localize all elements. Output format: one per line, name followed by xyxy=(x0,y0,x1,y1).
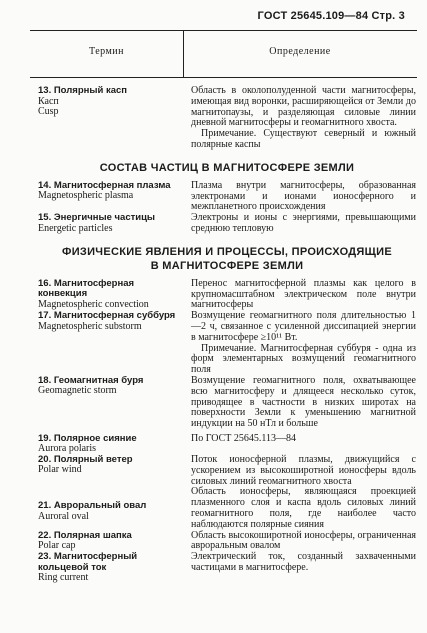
entry-22 xyxy=(38,531,416,553)
definition-cell xyxy=(178,487,416,530)
definition-cell xyxy=(178,376,416,430)
entry-13 xyxy=(38,86,416,151)
term-en: Energetic particles xyxy=(38,222,113,234)
term-alt: Касп xyxy=(38,95,59,107)
entry-14 xyxy=(38,181,416,213)
definition-text: Плазма внутри магнитосферы, образованная электронами и ионами ионосферного и межпланетного происхождения xyxy=(191,179,416,213)
definition-cell xyxy=(178,434,416,455)
definition-text: Возмущение геомагнитного поля, охватывающее всю магнитосферу и длящееся несколько суток, приводящее в частности в низких широтах на поверхности Земли к уменьшению магнитной индукции на 50 нТл и больше xyxy=(191,374,416,430)
definition-cell xyxy=(178,455,416,487)
term-en: Ring current xyxy=(38,572,89,584)
term-cell xyxy=(38,552,178,584)
term-ru: 14. Магнитосферная плазма xyxy=(38,179,171,191)
section-heading-line-2: В МАГНИТОСФЕРЕ ЗЕМЛИ xyxy=(150,259,304,272)
entry-18 xyxy=(38,376,416,430)
definition-note: Примечание. Магнитосферная суббуря - одна из форм элементарных возмущений геомагнитного поля xyxy=(191,342,416,376)
term-en: Auroral oval xyxy=(38,510,89,522)
definition-cell xyxy=(178,552,416,584)
entry-20 xyxy=(38,455,416,487)
definition-text: Электрический ток, созданный захваченными частицами в магнитосфере. xyxy=(191,551,416,573)
term-cell xyxy=(38,531,178,553)
term-cell xyxy=(38,86,178,151)
term-ru: 15. Энергичные частицы xyxy=(38,212,156,224)
definition-text: Перенос магнитосферной плазмы как целого в крупномасштабном электрическом поле внутри магнитосферы xyxy=(191,277,416,311)
term-ru: 21. Авроральный овал xyxy=(38,500,147,512)
term-ru: 16. Магнитосферная конвекция xyxy=(38,277,135,300)
term-en: Magnetospheric convection xyxy=(38,298,149,310)
term-ru: 19. Полярное сияние xyxy=(38,432,137,444)
term-ru: 17. Магнитосферная суббуря xyxy=(38,310,176,322)
definition-cell xyxy=(178,531,416,553)
glossary-content xyxy=(38,86,416,584)
definition-text: По ГОСТ 25645.113—84 xyxy=(191,432,297,444)
term-cell xyxy=(38,376,178,430)
definition-cell xyxy=(178,86,416,151)
entry-16 xyxy=(38,279,416,311)
section-heading-particles: СОСТАВ ЧАСТИЦ В МАГНИТОСФЕРЕ ЗЕМЛИ xyxy=(99,161,355,174)
definition-text: Область в околополуденной части магнитосферы, имеющая вид воронки, расширяющейся от Земли до магнитопаузы, и разделяющая силовые линии дневной магнитосферы и геомагнитного хвоста. xyxy=(191,85,416,129)
column-header xyxy=(30,30,417,78)
term-en: Geomagnetic storm xyxy=(38,385,117,397)
definition-cell xyxy=(178,181,416,213)
term-ru: 23. Магнитосферный кольцевой ток xyxy=(38,551,138,573)
term-en: Polar wind xyxy=(38,464,82,476)
term-cell xyxy=(38,181,178,213)
term-ru: 18. Геомагнитная буря xyxy=(38,374,144,386)
entry-15 xyxy=(38,213,416,235)
entry-21 xyxy=(38,487,416,530)
term-en: Aurora polaris xyxy=(38,443,97,455)
term-en: Magnetospheric substorm xyxy=(38,320,142,332)
term-cell xyxy=(38,455,178,487)
entry-19 xyxy=(38,434,416,455)
definition-text: Поток ионосферной плазмы, движущийся с ускорением из высокоширотной ионосферы вдоль силовых линий геомагнитного хвоста xyxy=(191,453,416,487)
definition-cell xyxy=(178,213,416,235)
definition-note: Примечание. Существуют северный и южный полярные каспы xyxy=(191,128,416,150)
term-cell xyxy=(38,213,178,235)
definition-cell xyxy=(178,311,416,376)
definition-column-title: Определение xyxy=(269,46,331,57)
definition-text: Электроны и ионы с энергиями, превышающими среднюю тепловую xyxy=(191,212,416,234)
term-en: Magnetospheric plasma xyxy=(38,190,134,202)
section-heading-phenomena xyxy=(38,245,416,273)
term-en: Cusp xyxy=(38,106,59,117)
term-cell xyxy=(38,434,178,455)
entry-23 xyxy=(38,552,416,584)
term-ru: 22. Полярная шапка xyxy=(38,529,132,541)
definition-text: Возмущение геомагнитного поля длительностью 1—2 ч, связанное с усиленной диссипацией энергии в магнитосфере ≥10¹¹ Вт. xyxy=(191,310,416,343)
term-cell xyxy=(38,279,178,311)
term-ru: 13. Полярный касп xyxy=(38,85,128,96)
term-cell xyxy=(38,487,178,530)
definition-text: Область высокоширотной ионосферы, ограниченная авроральным овалом xyxy=(191,529,416,552)
term-en: Polar cap xyxy=(38,540,76,551)
definition-text: Область ионосферы, являющаяся проекцией плазменного слоя и каспа вдоль силовых линий геомагнитного поля, где наиболее часто наблюдаются полярные сияния xyxy=(191,486,416,530)
term-column-title: Термин xyxy=(88,46,125,57)
definition-cell xyxy=(178,279,416,311)
page-header: ГОСТ 25645.109—84 Стр. 3 xyxy=(257,10,405,22)
section-heading-line-1: ФИЗИЧЕСКИЕ ЯВЛЕНИЯ И ПРОЦЕССЫ, ПРОИСХОДЯЩИЕ xyxy=(62,245,392,258)
term-ru: 20. Полярный ветер xyxy=(38,453,133,465)
entry-17 xyxy=(38,311,416,376)
term-cell xyxy=(38,311,178,376)
